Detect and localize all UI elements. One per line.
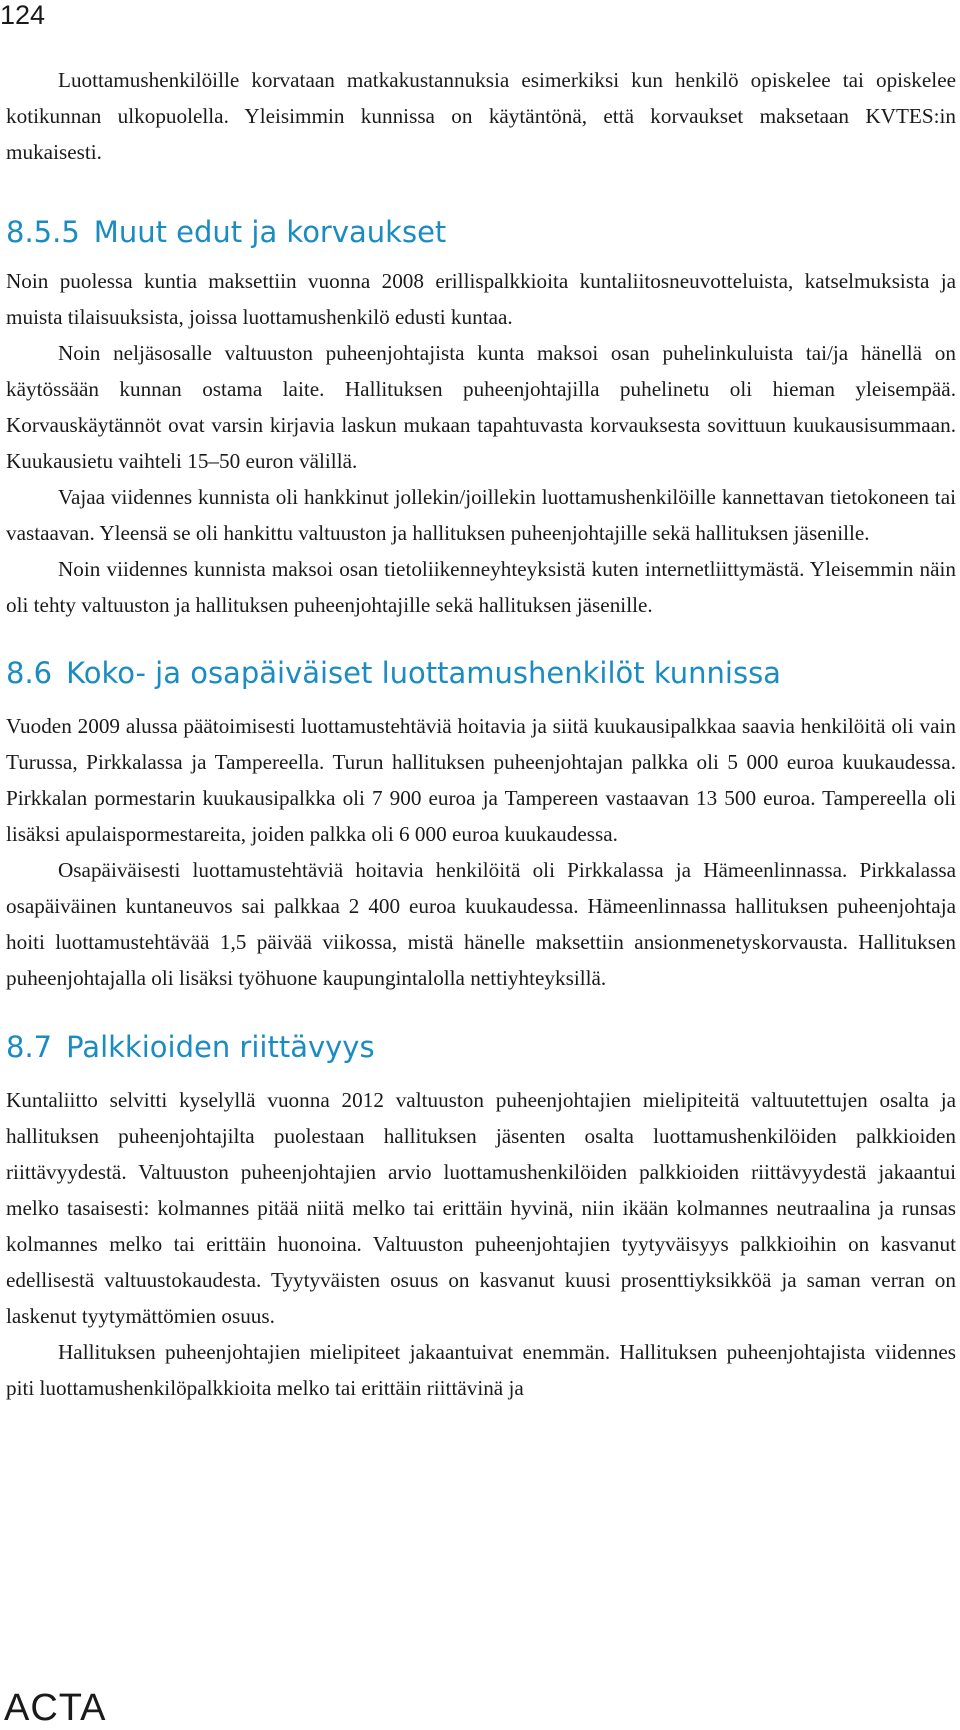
section-title: Palkkioiden riittävyys bbox=[66, 1030, 375, 1064]
section-heading-8-7 bbox=[6, 1027, 956, 1067]
body-paragraph: Vuoden 2009 alussa päätoimisesti luottamustehtäviä hoitavia ja siitä kuukausipalkkaa saavia henkilöitä oli vain Turussa, Pirkkalassa ja Tampereella. Turun hallituksen puheenjohtajan palkka oli 5 000 euroa kuukaudessa. Pirkkalan pormestarin kuukausipalkka oli 7 900 euroa ja Tampereen vastaavan 13 500 euroa. Tampereella oli lisäksi apulaispormestareita, joiden palkka oli 6 000 euroa kuukaudessa. bbox=[6, 714, 956, 846]
section-title: Muut edut ja korvaukset bbox=[93, 215, 447, 249]
section-heading-8-5-5 bbox=[6, 212, 956, 252]
section-title: Koko- ja osapäiväiset luottamushenkilöt kunnissa bbox=[66, 656, 781, 690]
section-heading-8-6 bbox=[6, 653, 956, 693]
section-number: 8.7 bbox=[6, 1030, 53, 1064]
body-paragraph: Osapäiväisesti luottamustehtäviä hoitavia henkilöitä oli Pirkkalassa ja Hämeenlinnassa. Pirkkalassa osapäiväinen kuntaneuvos sai palkkaa 2 400 euroa kuukaudessa. Hämeenlinnassa hallituksen puheenjohtaja hoiti luottamustehtävää 1,5 päivää viikossa, mistä hänelle maksettiin ansionmenetyskorvausta. Hallituksen puheenjohtajalla oli lisäksi työhuone kaupungintalolla nettiyhteyksillä. bbox=[6, 858, 956, 990]
body-paragraph: Hallituksen puheenjohtajien mielipiteet jakaantuivat enemmän. Hallituksen puheenjohtajista viidennes piti luottamushenkilöpalkkioita melko tai erittäin riittävinä ja bbox=[6, 1340, 956, 1400]
body-paragraph: Noin neljäsosalle valtuuston puheenjohtajista kunta maksoi osan puhelinkuluista tai/ja hänellä on käytössään kunnan ostama laite. Hallituksen puheenjohtajilla puhelinetu oli hieman yleisempää. Korvauskäytännöt ovat varsin kirjavia laskun mukaan tapahtuvasta korvauksesta sovittuun kuukausisummaan. Kuukausietu vaihteli 15–50 euron välillä. bbox=[6, 341, 956, 473]
section-number: 8.5.5 bbox=[6, 215, 80, 249]
section-number: 8.6 bbox=[6, 656, 53, 690]
page-number: 124 bbox=[0, 0, 46, 30]
body-paragraph: Vajaa viidennes kunnista oli hankkinut jollekin/joillekin luottamushenkilöille kannettavan tietokoneen tai vastaavan. Yleensä se oli hankittu valtuuston ja hallituksen puheenjohtajille sekä hallituksen jäsenille. bbox=[6, 485, 956, 545]
footer-series-label: ACTA bbox=[4, 1687, 107, 1729]
body-paragraph: Noin puolessa kuntia maksettiin vuonna 2008 erillispalkkioita kuntaliitosneuvotteluista, katselmuksista ja muista tilaisuuksista, joissa luottamushenkilö edusti kuntaa. bbox=[6, 269, 956, 329]
body-paragraph: Noin viidennes kunnista maksoi osan tietoliikenneyhteyksistä kuten internetliittymästä. Yleisemmin näin oli tehty valtuuston ja hallituksen puheenjohtajille sekä hallituksen jäsenille. bbox=[6, 557, 956, 617]
page-body bbox=[6, 62, 956, 1406]
intro-paragraph: Luottamushenkilöille korvataan matkakustannuksia esimerkiksi kun henkilö opiskelee tai opiskelee kotikunnan ulkopuolella. Yleisimmin kunnissa on käytäntönä, että korvaukset maksetaan KVTES:in mukaisesti. bbox=[6, 68, 956, 164]
body-paragraph: Kuntaliitto selvitti kyselyllä vuonna 2012 valtuuston puheenjohtajien mielipiteitä valtuutettujen osalta ja hallituksen puheenjohtajilta puolestaan hallituksen jäsenten osalta luottamushenkilöiden palkkioiden riittävyydestä. Valtuuston puheenjohtajien arvio luottamushenkilöiden palkkioiden riittävyydestä jakaantui melko tasaisesti: kolmannes pitää niitä melko tai erittäin hyvinä, niin ikään kolmannes neutraalina ja runsas kolmannes melko tai erittäin huonoina. Valtuuston puheenjohtajien tyytyväisyys palkkioihin on kasvanut edellisestä valtuustokaudesta. Tyytyväisten osuus on kasvanut kuusi prosenttiyksikköä ja saman verran on laskenut tyytymättömien osuus. bbox=[6, 1088, 956, 1328]
